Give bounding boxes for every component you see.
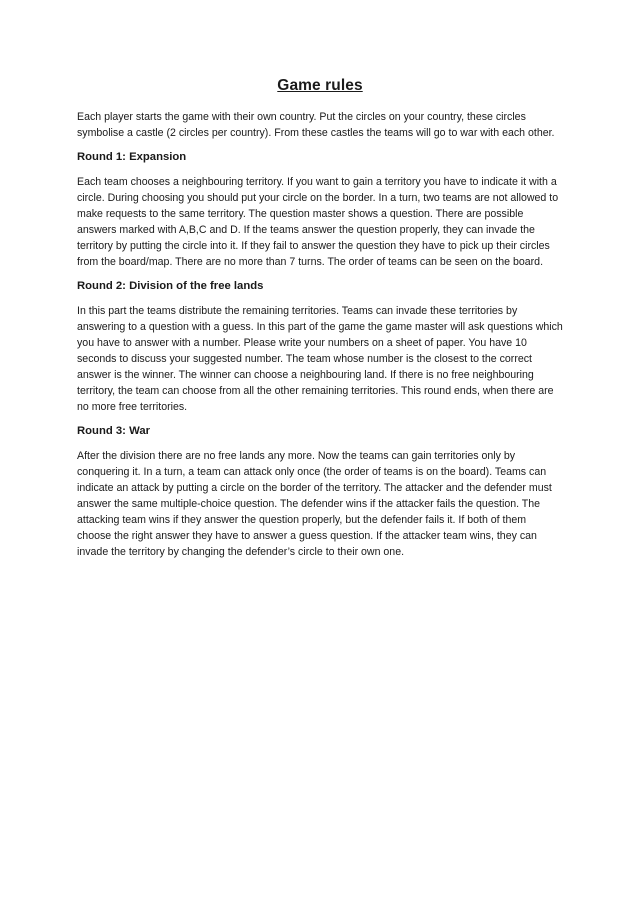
section-heading-round-2: Round 2: Division of the free lands — [77, 280, 264, 292]
document-title: Game rules — [277, 77, 363, 94]
section-body-round-2: In this part the teams distribute the remaining territories. Teams can invade these territories by answering to a question with a guess. In this part of the game the game master will ask questions which you have to answer with a number. Please write your numbers on a sheet of paper. You have 10 seconds to discuss your suggested number. The team whose number is the closest to the correct answer is the winner. The winner can choose a neighbouring land. If there is no free neighbouring territory, the team can choose from all the other remaining territories. This round ends, when there are no more free territories. — [77, 305, 563, 413]
intro-paragraph: Each player starts the game with their own country. Put the circles on your country, these circles symbolise a castle (2 circles per country). From these castles the teams will go to war with each other. — [77, 111, 555, 139]
section-body-round-3: After the division there are no free lands any more. Now the teams can gain territories only by conquering it. In a turn, a team can attack only once (the order of teams is on the board). Teams can indicate an attack by putting a circle on the border of the territory. The attacker and the defender must answer the same multiple-choice question. The defender wins if the attacker fails the question. The attacking team wins if they answer the question properly, but the defender fails it. If both of them choose the right answer they have to answer a guess question. If the attacker team wins, they can invade the territory by changing the defender’s circle to their own one. — [77, 450, 552, 558]
section-heading-round-3: Round 3: War — [77, 425, 151, 437]
section-body-round-1: Each team chooses a neighbouring territory. If you want to gain a territory you have to indicate it with a circle. During choosing you should put your circle on the border. In a turn, two teams are not allowed to make requests to the same territory. The question master shows a question. There are possible answers marked with A,B,C and D. If the teams answer the question properly, they can invade the territory by putting the circle into it. If they fail to answer the question they have to pick up their circles from the board/map. There are no more than 7 turns. The order of teams can be seen on the board. — [77, 176, 559, 268]
document-content — [77, 76, 563, 568]
section-heading-round-1: Round 1: Expansion — [77, 151, 187, 163]
